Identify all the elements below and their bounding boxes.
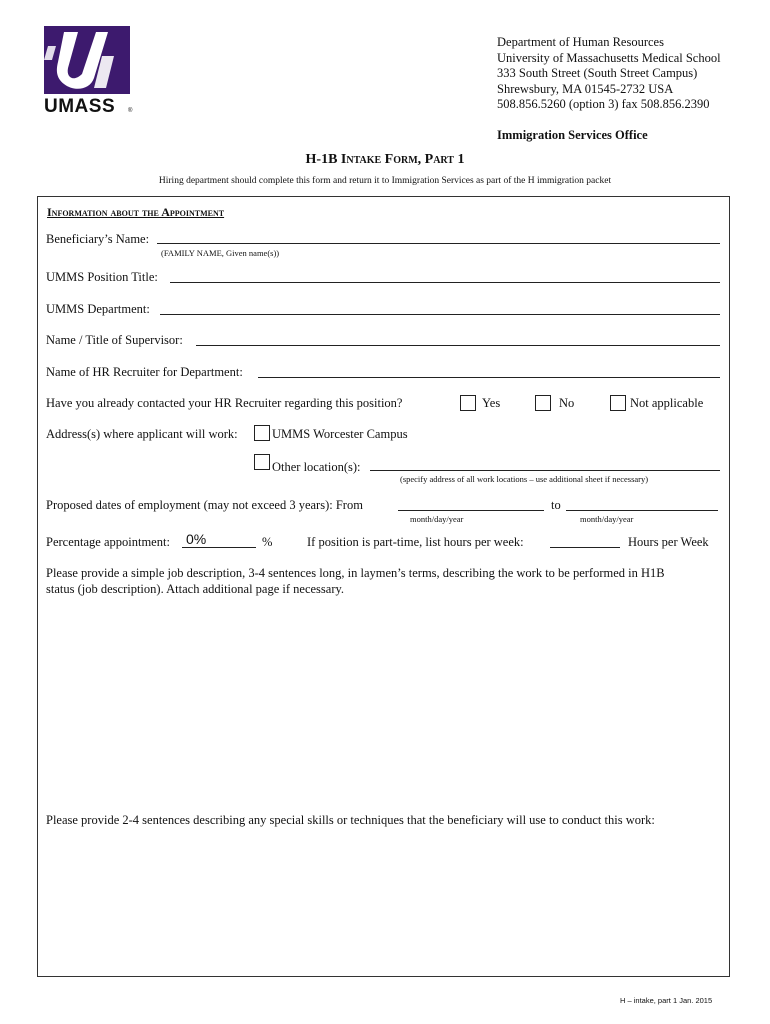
contacted-na-checkbox[interactable]: [610, 395, 626, 411]
address-label: Address(s) where applicant will work:: [46, 427, 238, 441]
hours-line: [550, 547, 620, 548]
hr-recruiter-label: Name of HR Recruiter for Department:: [46, 365, 243, 379]
supervisor-input[interactable]: [199, 331, 718, 344]
other-location-label: Other location(s):: [272, 460, 361, 474]
worcester-campus-label: UMMS Worcester Campus: [272, 427, 408, 441]
other-location-hint: (specify address of all work locations – use additional sheet if necessary): [400, 474, 649, 484]
section-title: Information about the Appointment: [47, 205, 225, 219]
supervisor-label: Name / Title of Supervisor:: [46, 333, 183, 347]
part-time-label: If position is part-time, list hours per week:: [307, 535, 524, 549]
umass-wordmark: UMASS: [44, 96, 116, 117]
contacted-no-checkbox[interactable]: [535, 395, 551, 411]
beneficiary-name-label: Beneficiary’s Name:: [46, 232, 150, 246]
other-location-input[interactable]: [373, 456, 718, 469]
percentage-line: [182, 547, 256, 548]
special-skills-textarea[interactable]: [46, 834, 716, 970]
contacted-question: Have you already contacted your HR Recruiter regarding this position?: [46, 396, 403, 410]
dates-label: Proposed dates of employment (may not exceed 3 years): From: [46, 498, 363, 512]
registered-mark-icon: ®: [128, 108, 133, 114]
contacted-no-label: No: [559, 396, 575, 410]
other-location-line: [370, 470, 720, 471]
supervisor-line: [196, 345, 720, 346]
hours-unit: Hours per Week: [628, 535, 709, 549]
percentage-input[interactable]: 0%: [186, 531, 207, 547]
address-line: 508.856.5260 (option 3) fax 508.856.2390: [497, 97, 710, 111]
footer-text: H – intake, part 1 Jan. 2015: [620, 996, 713, 1005]
from-date-input[interactable]: [400, 496, 542, 509]
to-label: to: [551, 498, 561, 512]
department-line: [160, 314, 720, 315]
from-date-hint: month/day/year: [410, 514, 464, 524]
umass-logo: [44, 26, 132, 120]
to-date-line: [566, 510, 718, 511]
contacted-yes-label: Yes: [482, 396, 501, 410]
position-title-input[interactable]: [173, 268, 718, 281]
beneficiary-name-hint: (FAMILY NAME, Given name(s)): [161, 248, 280, 258]
job-description-line1: Please provide a simple job description, 3-4 sentences long, in laymen’s terms, describing the work to be performed in H1B: [46, 566, 665, 580]
office-name: Immigration Services Office: [497, 128, 648, 142]
hr-recruiter-input[interactable]: [261, 363, 718, 376]
to-date-input[interactable]: [568, 496, 716, 509]
department-input[interactable]: [163, 300, 718, 313]
percentage-unit: %: [262, 535, 273, 549]
form-title: H-1B Intake Form, Part 1: [305, 152, 465, 167]
percentage-label: Percentage appointment:: [46, 535, 170, 549]
department-label: UMMS Department:: [46, 302, 150, 316]
from-date-line: [398, 510, 544, 511]
position-title-label: UMMS Position Title:: [46, 270, 158, 284]
hr-recruiter-line: [258, 377, 720, 378]
address-line: University of Massachusetts Medical School: [497, 50, 721, 65]
position-title-line: [170, 282, 720, 283]
address-line: Department of Human Resources: [497, 35, 664, 49]
beneficiary-name-input[interactable]: [160, 230, 718, 243]
header-address: [497, 35, 721, 113]
contacted-yes-checkbox[interactable]: [460, 395, 476, 411]
form-subtitle: Hiring department should complete this form and return it to Immigration Services as part of the H immigration packet: [158, 176, 612, 186]
job-description-line2: status (job description). Attach additional page if necessary.: [46, 582, 345, 596]
other-location-checkbox[interactable]: [254, 454, 270, 470]
address-line: 333 South Street (South Street Campus): [497, 66, 698, 80]
contacted-na-label: Not applicable: [630, 396, 704, 410]
beneficiary-name-line: [157, 243, 720, 244]
address-line: Shrewsbury, MA 01545-2732 USA: [497, 81, 674, 96]
umass-u-mark-icon: [44, 26, 130, 94]
to-date-hint: month/day/year: [580, 514, 634, 524]
worcester-campus-checkbox[interactable]: [254, 425, 270, 441]
special-skills-label: Please provide 2-4 sentences describing any special skills or techniques that the beneficiary will use to conduct this work:: [46, 813, 655, 827]
job-description-textarea[interactable]: [46, 602, 716, 798]
hours-input[interactable]: [552, 533, 618, 546]
